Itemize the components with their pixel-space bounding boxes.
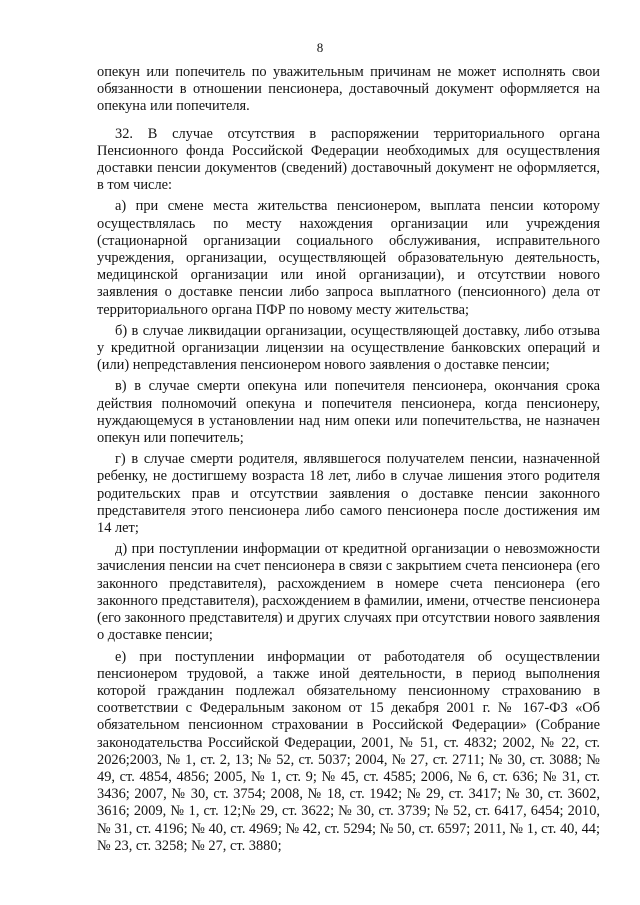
paragraph-subitem-g: г) в случае смерти родителя, являвшегося получателем пенсии, назначенной ребенку, не достигшему возраста 18 лет, либо в случае лишения этого родителя родительских прав и отсутствии заявления о доставке пенсии законного представителя этого пенсионера либо самого пенсионера после достижения им 14 лет; [97,451,600,537]
paragraph-subitem-a: а) при смене места жительства пенсионером, выплата пенсии которому осуществлялась по месту нахождения организации или учреждения (стационарной организации социального обслуживания, исправительного учреждения, организации, осуществляющей образовательную деятельность, медицинской организации или иной организации), и отсутствии нового заявления о доставке пенсии либо запроса выплатного (пенсионного) дела от территориального органа ПФР по новому месту жительства; [97,198,600,318]
paragraph-item-32: 32. В случае отсутствия в распоряжении территориального органа Пенсионного фонда Российской Федерации необходимых для осуществления доставки пенсии документов (сведений) доставочный документ не оформляется, в том числе: [97,125,600,194]
paragraph-subitem-v: в) в случае смерти опекуна или попечителя пенсионера, окончания срока действия полномочий опекуна и попечителя пенсионера, когда пенсионеру, нуждающемуся в установлении над ним опеки или попечительства, не назначен опекун или попечитель; [97,378,600,447]
paragraph-subitem-b: б) в случае ликвидации организации, осуществляющей доставку, либо отзыва у кредитной организации лицензии на осуществление банковских операций и (или) непредставления пенсионером нового заявления о доставке пенсии; [97,322,600,374]
paragraph-subitem-d: д) при поступлении информации от кредитной организации о невозможности зачисления пенсии на счет пенсионера в связи с закрытием счета пенсионера (его законного представителя), расхождением в номере счета пенсионера (его законного представителя), расхождением в фамилии, имени, отчестве пенсионера (его законного представителя) и других случаях при отсутствии нового заявления о доставке пенсии; [97,541,600,644]
paragraph-continuation: опекун или попечитель по уважительным причинам не может исполнять свои обязанности в отношении пенсионера, доставочный документ оформляется на опекуна или попечителя. [97,64,600,115]
page-number: 8 [316,40,324,55]
document-body [97,64,600,859]
paragraph-subitem-e: е) при поступлении информации от работодателя об осуществлении пенсионером трудовой, а также иной деятельности, в период выполнения которой гражданин подлежал обязательному пенсионному страхованию в соответствии с Федеральным законом от 15 декабря 2001 г. № 167-ФЗ «Об обязательном пенсионном страховании в Российской Федерации» (Собрание законодательства Российской Федерации, 2001, № 51, ст. 4832; 2002, № 22, ст. 2026;2003, № 1, ст. 2, 13; № 52, ст. 5037; 2004, № 27, ст. 2711; № 30, ст. 3088; № 49, ст. 4854, 4856; 2005, № 1, ст. 9; № 45, ст. 4585; 2006, № 6, ст. 636; № 31, ст. 3436; 2007, № 30, ст. 3754; 2008, № 18, ст. 1942; № 29, ст. 3417; № 30, ст. 3602, 3616; 2009, № 1, ст. 12;№ 29, ст. 3622; № 30, ст. 3739; № 52, ст. 6417, 6454; 2010, № 31, ст. 4196; № 40, ст. 4969; № 42, ст. 5294; № 50, ст. 6597; 2011, № 1, ст. 40, 44; № 23, ст. 3258; № 27, ст. 3880; [97,648,600,854]
